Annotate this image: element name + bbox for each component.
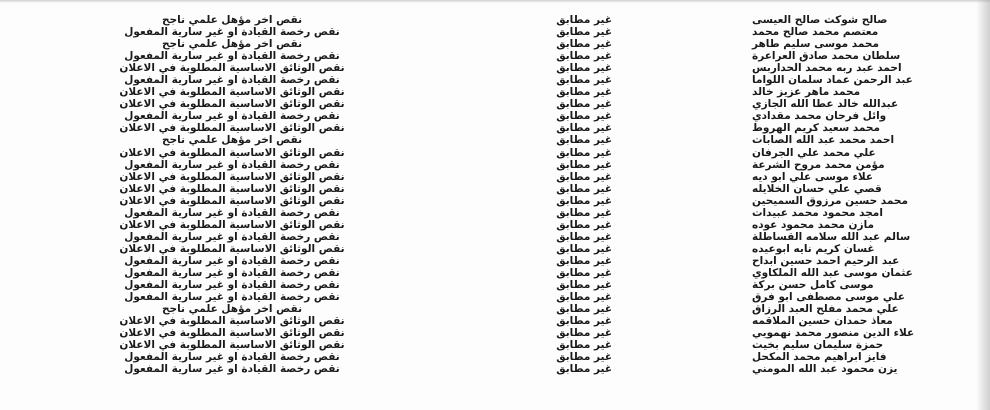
roster-row: [80, 110, 950, 122]
match-status: غير مطابق: [556, 303, 612, 316]
rejection-reason: نقص اخر مؤهل علمي ناجح: [161, 14, 303, 26]
roster-row: [80, 219, 950, 231]
applicant-name: محمد حسين مرزوق السميحين: [752, 194, 908, 207]
applicant-name: عثمان موسى عبد الله الملكاوي: [752, 266, 913, 279]
roster-row: [80, 231, 950, 243]
match-status: غير مطابق: [556, 206, 612, 219]
rejection-reason: نقص الوثائق الاساسية المطلوبة في الاعلان: [119, 170, 345, 183]
applicant-name: عبد الرحمن عماد سلمان اللواما: [752, 74, 913, 87]
rejection-reason: نقص الوثائق الاساسية المطلوبة في الاعلان: [119, 98, 345, 111]
scan-top-edge: [0, 0, 990, 3]
roster-row: [80, 147, 950, 159]
scan-right-edge: [976, 0, 990, 410]
roster-row: [80, 183, 950, 195]
match-status: غير مطابق: [556, 291, 612, 304]
applicant-name: محمد موسى سليم طاهر: [752, 38, 879, 51]
rejection-reason: نقص رخصة القيادة او غير سارية المفعول: [124, 206, 340, 219]
roster-row: [80, 339, 950, 351]
rejection-reason: نقص رخصة القيادة او غير سارية المفعول: [124, 254, 340, 267]
match-status: غير مطابق: [556, 170, 612, 183]
rejection-reason: نقص رخصة القيادة او غير سارية المفعول: [124, 110, 340, 123]
applicant-name: معاذ حمدان حسين الملاقمه: [752, 315, 893, 328]
rejection-reason: نقص رخصة القيادة او غير سارية المفعول: [124, 351, 340, 364]
applicant-name: صالح شوكت صالح العيسى: [752, 14, 888, 26]
rejection-reason: نقص الوثائق الاساسية المطلوبة في الاعلان: [119, 122, 345, 135]
rejection-reason: نقص رخصة القيادة او غير سارية المفعول: [124, 291, 340, 304]
applicant-name: امجد محمود محمد عبيدات: [752, 206, 883, 219]
match-status: غير مطابق: [556, 110, 612, 123]
applicant-name: حمزة سليمان سليم بخيت: [752, 339, 884, 352]
roster-row: [80, 50, 950, 62]
match-status: غير مطابق: [556, 218, 612, 231]
rejection-reason: نقص رخصة القيادة او غير سارية المفعول: [124, 26, 340, 39]
applicant-name: غسان كريم نايه ابوعيده: [752, 242, 875, 255]
roster-row: [80, 267, 950, 279]
roster-row: [80, 74, 950, 86]
applicant-name: احمد عبد ربه محمد الحداربس: [752, 62, 902, 75]
rejection-reason: نقص رخصة القيادة او غير سارية المفعول: [124, 74, 340, 87]
match-status: غير مطابق: [556, 194, 612, 207]
match-status: غير مطابق: [556, 339, 612, 352]
rejection-reason: نقص الوثائق الاساسية المطلوبة في الاعلان: [119, 194, 345, 207]
roster-row: [80, 38, 950, 50]
match-status: غير مطابق: [556, 351, 612, 364]
match-status: غير مطابق: [556, 26, 612, 39]
applicant-name: مازن محمد محمود عوده: [752, 218, 875, 231]
match-status: غير مطابق: [556, 62, 612, 75]
applicant-name: عبدالله خالد عطا الله الجازي: [752, 98, 899, 111]
match-status: غير مطابق: [556, 14, 612, 26]
match-status: غير مطابق: [556, 122, 612, 135]
applicant-name: علي موسى مصطفى ابو فرق: [752, 291, 905, 304]
match-status: غير مطابق: [556, 242, 612, 255]
roster-row: [80, 195, 950, 207]
match-status: غير مطابق: [556, 50, 612, 63]
roster-row: [80, 122, 950, 134]
roster-row: [80, 98, 950, 110]
applicant-name: علاء الدين منصور محمد نهمويي: [752, 327, 915, 340]
match-status: غير مطابق: [556, 327, 612, 340]
rejection-reason: نقص الوثائق الاساسية المطلوبة في الاعلان: [119, 315, 345, 328]
match-status: غير مطابق: [556, 98, 612, 111]
rejection-reason: نقص رخصة القيادة او غير سارية المفعول: [124, 279, 340, 292]
roster-row: [80, 327, 950, 339]
roster-row: [80, 315, 950, 327]
applicant-name: سلطان محمد صادق العراعرة: [752, 50, 901, 63]
rejection-reason: نقص الوثائق الاساسية المطلوبة في الاعلان: [119, 146, 345, 159]
match-status: غير مطابق: [556, 254, 612, 267]
match-status: غير مطابق: [556, 279, 612, 292]
match-status: غير مطابق: [556, 74, 612, 87]
applicant-name: يزن محمود عبد الله المومني: [752, 363, 898, 376]
roster-row: [80, 243, 950, 255]
applicant-name: محمد سعيد كريم الهروط: [752, 122, 880, 135]
roster-row: [80, 207, 950, 219]
roster-row: [80, 351, 950, 363]
match-status: غير مطابق: [556, 230, 612, 243]
rejection-reason: نقص الوثائق الاساسية المطلوبة في الاعلان: [119, 339, 345, 352]
rejection-reason: نقص الوثائق الاساسية المطلوبة في الاعلان: [119, 62, 345, 75]
rejection-reason: نقص الوثائق الاساسية المطلوبة في الاعلان: [119, 86, 345, 99]
applicant-name: مؤمن محمد مروح الشرعة: [752, 158, 885, 171]
rejection-reason: نقص رخصة القيادة او غير سارية المفعول: [124, 158, 340, 171]
match-status: غير مطابق: [556, 134, 612, 147]
rejection-reason: نقص الوثائق الاساسية المطلوبة في الاعلان: [119, 218, 345, 231]
roster-row: [80, 303, 950, 315]
rejection-reason: نقص الوثائق الاساسية المطلوبة في الاعلان: [119, 242, 345, 255]
rejection-reason: نقص رخصة القيادة او غير سارية المفعول: [124, 363, 340, 376]
applicant-roster: [80, 14, 950, 375]
applicant-name: سالم عبد الله سلامه القساطلة: [752, 230, 911, 243]
applicant-name: علي محمد مفلح العبد الرزاق: [752, 303, 899, 316]
rejection-reason: نقص رخصة القيادة او غير سارية المفعول: [124, 266, 340, 279]
applicant-name: محمد ماهر عزيز خالد: [752, 86, 861, 99]
roster-row: [80, 171, 950, 183]
roster-row: [80, 134, 950, 146]
rejection-reason: نقص اخر مؤهل علمي ناجح: [161, 303, 303, 316]
applicant-name: احمد محمد عبد الله الصابات: [752, 134, 895, 147]
match-status: غير مطابق: [556, 158, 612, 171]
roster-row: [80, 291, 950, 303]
roster-row: [80, 255, 950, 267]
match-status: غير مطابق: [556, 38, 612, 51]
applicant-name: علاء موسى علي ابو ديه: [752, 170, 874, 183]
roster-row: [80, 279, 950, 291]
roster-row: [80, 363, 950, 375]
match-status: غير مطابق: [556, 182, 612, 195]
applicant-name: قصي علي حسان الخلايله: [752, 182, 882, 195]
rejection-reason: نقص الوثائق الاساسية المطلوبة في الاعلان: [119, 327, 345, 340]
applicant-name: عبد الرحيم احمد حسين ابداح: [752, 254, 900, 267]
roster-row: [80, 159, 950, 171]
match-status: غير مطابق: [556, 266, 612, 279]
match-status: غير مطابق: [556, 315, 612, 328]
rejection-reason: نقص اخر مؤهل علمي ناجح: [161, 38, 303, 51]
rejection-reason: نقص رخصة القيادة او غير سارية المفعول: [124, 50, 340, 63]
applicant-name: وائل فرحان محمد مقدادي: [752, 110, 887, 123]
roster-row: [80, 26, 950, 38]
match-status: غير مطابق: [556, 146, 612, 159]
applicant-name: موسى كامل حسن بركة: [752, 279, 874, 292]
match-status: غير مطابق: [556, 363, 612, 376]
rejection-reason: نقص رخصة القيادة او غير سارية المفعول: [124, 230, 340, 243]
match-status: غير مطابق: [556, 86, 612, 99]
roster-row: [80, 14, 950, 26]
roster-row: [80, 62, 950, 74]
rejection-reason: نقص اخر مؤهل علمي ناجح: [161, 134, 303, 147]
roster-row: [80, 86, 950, 98]
rejection-reason: نقص الوثائق الاساسية المطلوبة في الاعلان: [119, 182, 345, 195]
applicant-name: فايز ابراهيم محمد المكحل: [752, 351, 887, 364]
applicant-name: معتصم محمد صالح محمد: [752, 26, 879, 39]
applicant-name: علي محمد علي الجرفان: [752, 146, 876, 159]
